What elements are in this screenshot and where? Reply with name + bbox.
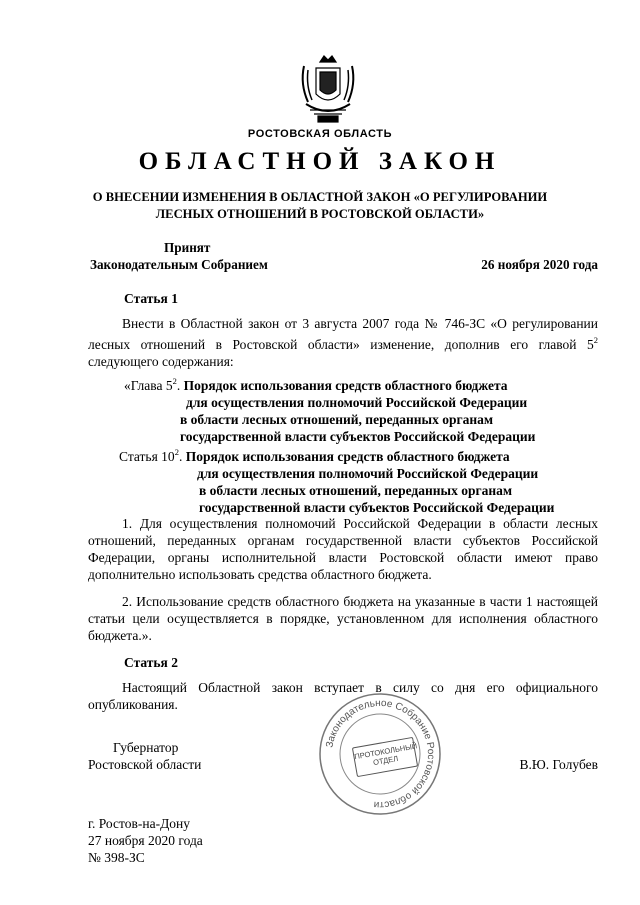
title-line: ЛЕСНЫХ ОТНОШЕНИЙ В РОСТОВСКОЙ ОБЛАСТИ» (155, 207, 485, 221)
article-2-text: Настоящий Областной закон вступает в силу со дня его официального опубликования. (88, 680, 598, 712)
article-title-line: для осуществления полномочий Российской Федерации (197, 466, 539, 481)
paragraph-1: 1. Для осуществления полномочий Российской Федерации в области лесных отношений, переданных органам государственной власти субъектов Российской Федерации, органы исполнительной власти Ростовской области имеют право дополнительно использовать средства областного бюджета. (88, 516, 598, 582)
article-1-intro (88, 315, 598, 370)
signing-date: 27 ноября 2020 года (88, 833, 203, 848)
document-title (90, 189, 550, 223)
place-date-number (88, 815, 203, 866)
intro-text: Внести в Областной закон от 3 августа 2007 года № 746-ЗС «О регулировании лесных отношений в Ростовской области» изменение, дополнив его главой 5 (88, 316, 598, 352)
coat-of-arms-icon (298, 54, 358, 126)
article-superscript: 2 (174, 447, 179, 457)
article-1-heading: Статья 1 (124, 291, 178, 306)
chapter-title-line: Порядок использования средств областного бюджета (183, 378, 508, 393)
adopted-date: 26 ноября 2020 года (481, 257, 598, 272)
governor-name: В.Ю. Голубев (519, 757, 598, 772)
governor-title: Губернатор (113, 740, 179, 755)
chapter-superscript: 2 (172, 376, 177, 386)
article-title-line: государственной власти субъектов Российской Федерации (199, 500, 555, 515)
seal-ring-text: Законодательное Собрание Ростовской области (324, 697, 437, 811)
article-title-line: в области лесных отношений, переданных органам (199, 483, 513, 498)
title-line: О ВНЕСЕНИИ ИЗМЕНЕНИЯ В ОБЛАСТНОЙ ЗАКОН «О РЕГУЛИРОВАНИИ (92, 190, 548, 204)
article-10-2-heading (119, 444, 554, 516)
protocol-department-stamp: ПРОТОКОЛЬНЫЙ ОТДЕЛ (352, 737, 418, 777)
article-2-heading: Статья 2 (124, 655, 178, 670)
governor-region: Ростовской области (88, 757, 202, 772)
chapter-title-line: государственной власти субъектов Российской Федерации (180, 429, 536, 444)
chapter-suffix: . (176, 378, 181, 393)
chapter-prefix: «Глава 5 (124, 378, 173, 393)
adopted-label: Принят (164, 240, 211, 255)
intro-text-end: следующего содержания: (88, 354, 234, 369)
region-name: РОСТОВСКАЯ ОБЛАСТЬ (247, 128, 393, 140)
chapter-title-line: для осуществления полномочий Российской Федерации (186, 395, 528, 410)
law-number: № 398-ЗС (88, 850, 145, 865)
article-title-line: Порядок использования средств областного бюджета (185, 449, 510, 464)
intro-superscript: 2 (593, 335, 598, 345)
chapter-title-line: в области лесных отношений, переданных органам (180, 412, 494, 427)
paragraph-2: 2. Использование средств областного бюджета на указанные в части 1 настоящей статьи цели осуществляется в порядке, установленном для исполнения областного бюджета.». (88, 594, 598, 643)
adopted-by: Законодательным Собранием (90, 257, 268, 272)
city: г. Ростов-на-Дону (88, 816, 191, 831)
article-prefix: Статья 10 (119, 449, 175, 464)
chapter-heading (124, 373, 535, 445)
document-type: ОБЛАСТНОЙ ЗАКОН (138, 148, 502, 175)
article-suffix: . (178, 449, 183, 464)
